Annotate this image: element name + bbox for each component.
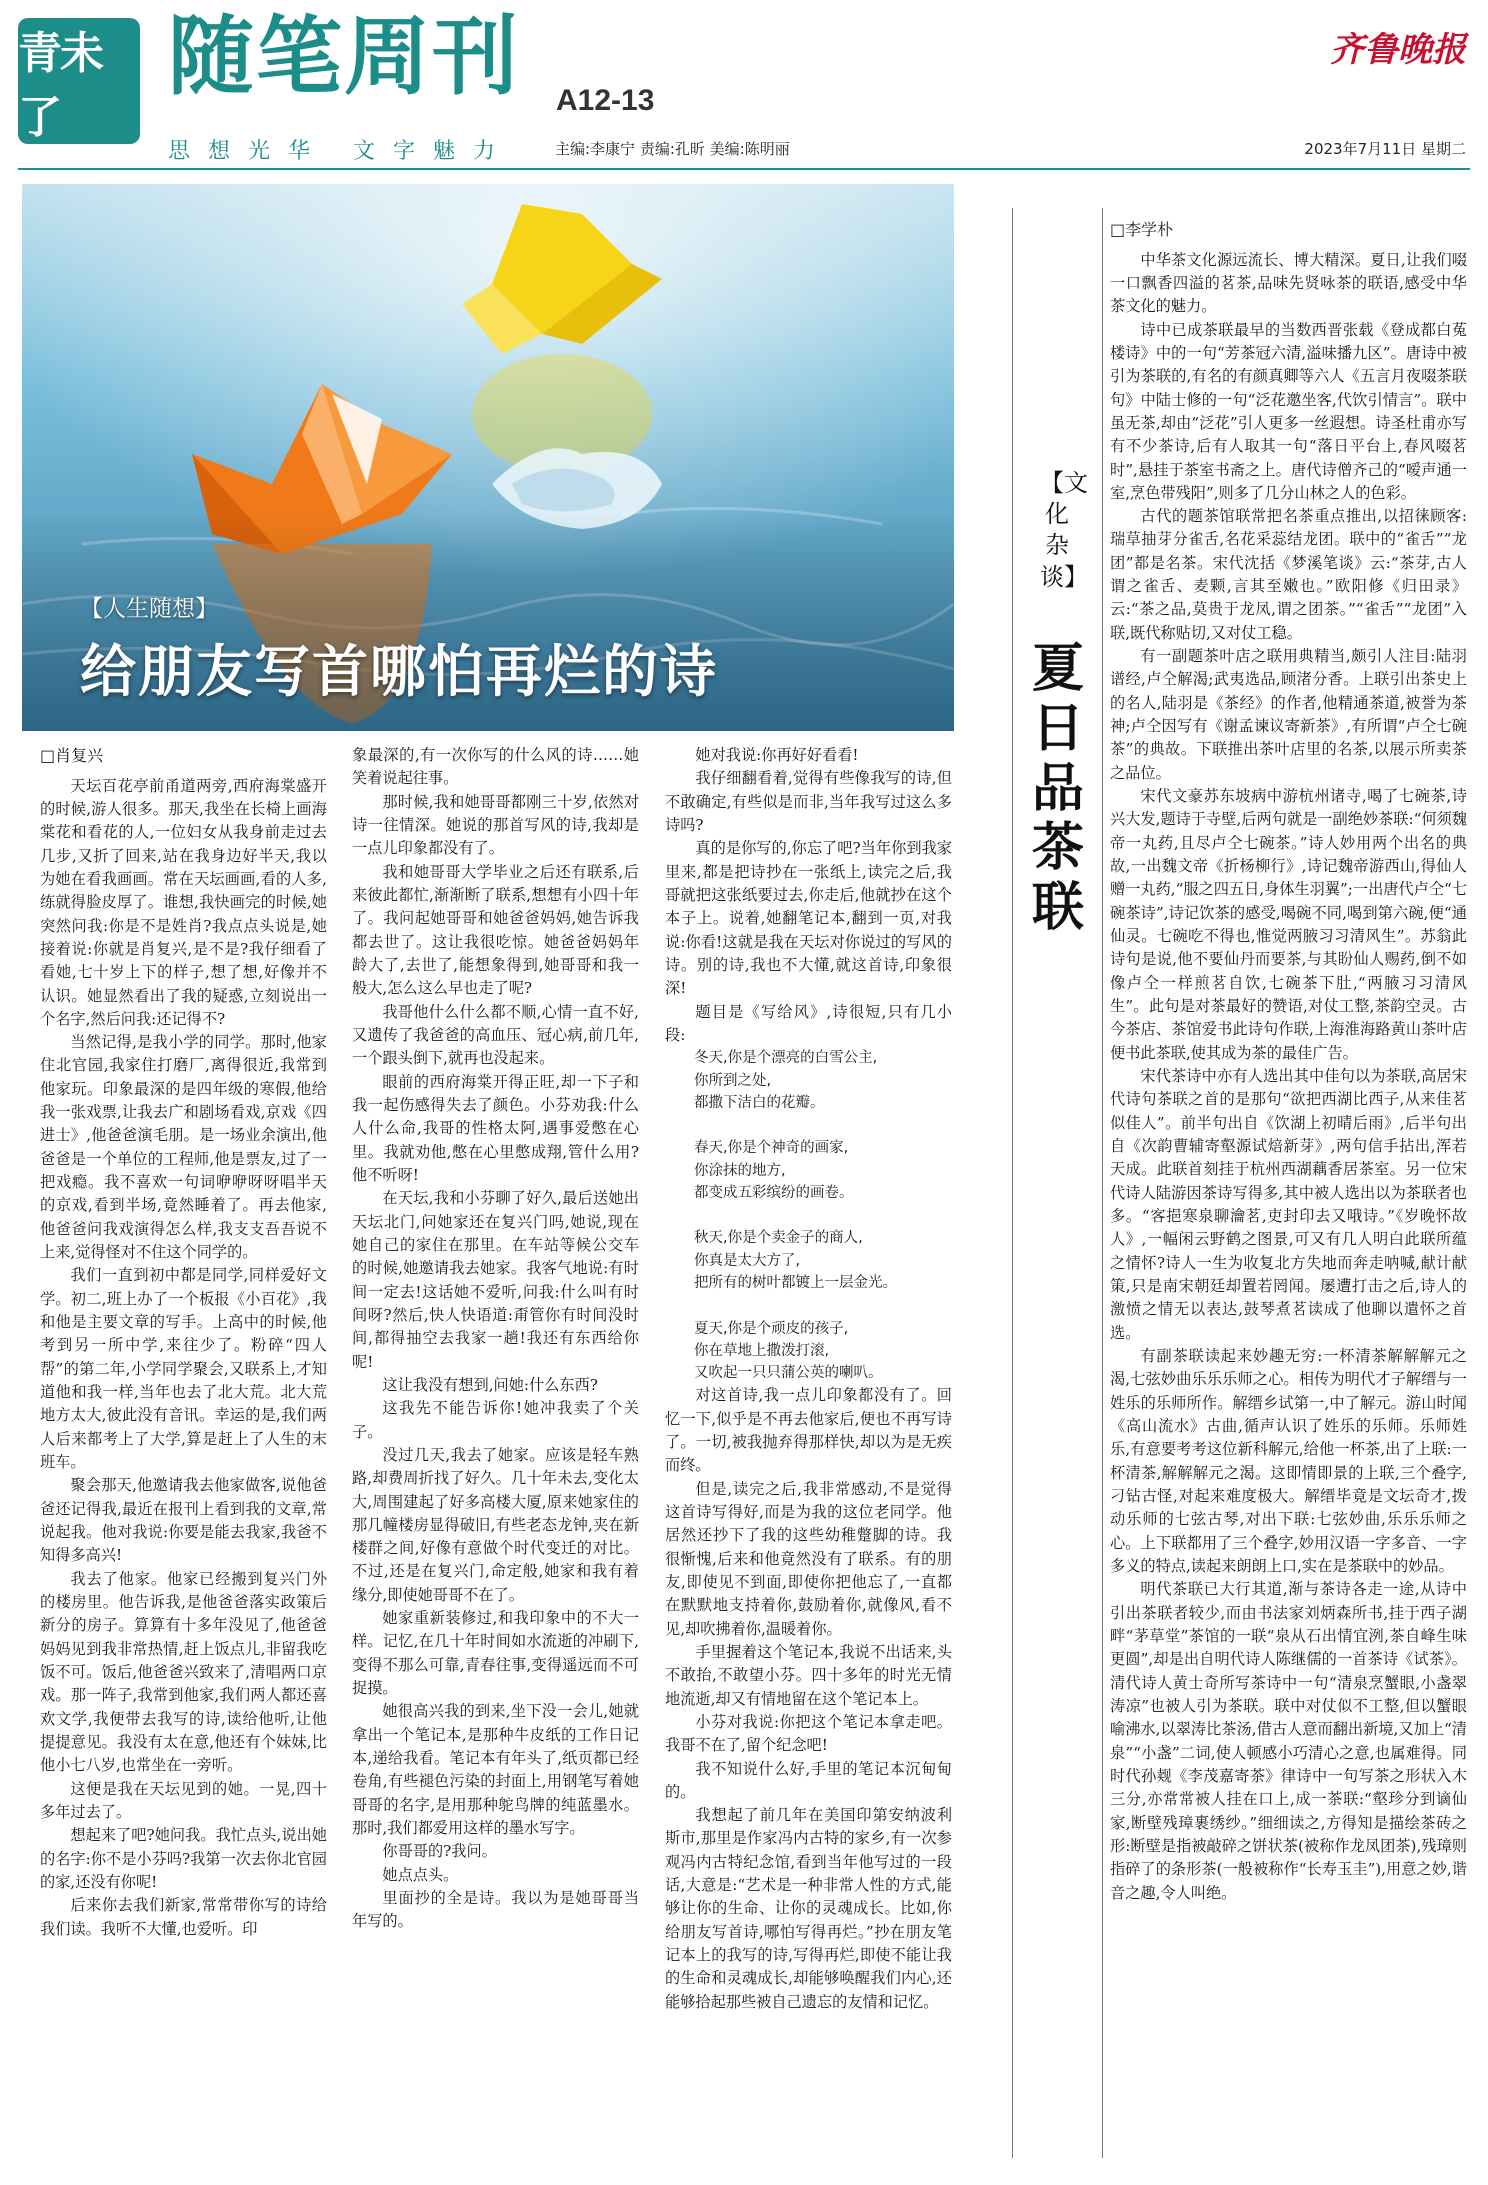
poem-line (665, 1204, 952, 1227)
hero-kicker: 【人生随想】 (80, 596, 218, 622)
poem-line: 把所有的树叶都镀上一层金光。 (694, 1274, 897, 1291)
column-divider-right (1102, 208, 1103, 2158)
poem-line (665, 1114, 952, 1137)
paragraph: 诗中已成茶联最早的当数西晋张载《登成都白菟楼诗》中的一句“芳茶冠六清,溢味播九区”。唐诗中被引为茶联的,有名的有颜真卿等六人《五言月夜啜茶联句》中陆士修的一句“泛花邀坐客,代饮引情言”。联中虽无茶,却由“泛花”引人更多一丝遐想。诗圣杜甫亦写有不少茶诗,后有人取其一句“落日平台上,春风啜茗时”,悬挂于茶室书斋之上。唐代诗僧齐己的“嗳声通一室,烹色带残阳”,则多了几分山林之人的色彩。 (1110, 320, 1467, 502)
paragraph: 我们一直到初中都是同学,同样爱好文学。初二,班上办了一个板报《小百花》,我和他是主要文章的写手。上高中的时候,他考到另一所中学,来往少了。粉碎“四人帮”的第二年,小学同学聚会,又联系上,才知道他和我一样,当年也去了北大荒。北大荒地方太大,彼此没有音讯。幸运的是,我们两人后来都考上了大学,算是赶上了人生的末班车。 (40, 1266, 327, 1472)
paragraph: 她对我说:你再好好看看! (695, 746, 859, 764)
paragraph: 真的是你写的,你忘了吧?当年你到我家里来,都是把诗抄在一张纸上,读完之后,我哥就把这张纸要过去,你走后,他就抄在这个本子上。说着,她翻笔记本,翻到一页,对我说:你看!这就是我在天坛对你说过的写风的诗。别的诗,我也不大懂,就这首诗,印象很深! (665, 839, 952, 998)
paragraph: 在天坛,我和小芬聊了好久,最后送她出天坛北门,问她家还在复兴门吗,她说,现在她自己的家住在那里。在车站等候公交车的时候,她邀请我去她家。我客气地说:有时间一定去!这话她不爱听,问我:什么叫有时间呀?然后,快人快语道:甭管你有时间没时间,都得抽空去我家一趟!我还有东西给你呢! (352, 1189, 639, 1371)
paragraph: 小芬对我说:你把这个笔记本拿走吧。我哥不在了,留个纪念吧! (665, 1712, 952, 1755)
paragraph: 后来你去我们新家,常常带你写的诗给我们读。我听不大懂,也爱听。印 (40, 1896, 327, 1938)
paragraph: 聚会那天,他邀请我去他家做客,说他爸爸还记得我,最近在报刊上看到我的文章,常说起我。他对我说:你要是能去我家,我爸不知得多高兴! (40, 1476, 327, 1565)
paragraph: 有一副题茶叶店之联用典精当,颇引人注目:陆羽谱经,卢仝解渴;武夷选品,顾渚分香。上联引出茶史上的名人,陆羽是《茶经》的作者,他精通茶道,被誉为茶神;卢仝因写有《谢孟谏议寄新茶》,有所谓“卢仝七碗茶”的典故。下联推出茶叶店里的名茶,以展示所卖茶之品位。 (1110, 647, 1467, 782)
poem-line: 秋天,你是个卖金子的商人, (694, 1230, 863, 1247)
paragraph: 我和她哥哥大学毕业之后还有联系,后来彼此都忙,渐渐断了联系,想想有小四十年了。我问起她哥哥和她爸爸妈妈,她告诉我都去世了。这让我很吃惊。她爸爸妈妈年龄大了,去世了,能想象得到,她哥哥和我一般大,怎么这么早也走了呢? (352, 862, 639, 998)
article1-byline: □肖复兴 (40, 746, 104, 765)
article2-body (1110, 218, 1467, 1905)
logo-qingweiliao: 青未了 (18, 18, 140, 144)
paragraph: 里面抄的全是诗。我以为是她哥哥当年写的。 (352, 1889, 639, 1931)
poem-line: 都撒下洁白的花瓣。 (694, 1094, 825, 1111)
paragraph: 我不知说什么好,手里的笔记本沉甸甸的。 (665, 1759, 952, 1801)
paragraph: 对这首诗,我一点儿印象都没有了。回忆一下,似乎是不再去他家后,便也不再写诗了。一切,被我抛弃得那样快,却以为是无疾而终。 (665, 1386, 952, 1475)
paragraph: 明代茶联已大行其道,渐与茶诗各走一途,从诗中引出茶联者较少,而由书法家刘炳森所书,挂于西子湖畔“茅草堂”茶馆的一联“泉从石出情宜洌,茶自峰生味更圆”,却是出自明代诗人陈继儒的一首茶诗《试茶》。清代诗人黄士奇所写茶诗中一句“清泉烹蟹眼,小盏翠涛凉”也被人引为茶联。联中对仗似不工整,但以蟹眼喻沸水,以翠涛比茶汤,借古人意而翻出新境,又加上“清泉”“小盏”二词,使人顿感小巧清心之意,也属难得。同时代孙觌《李茂嘉寄茶》律诗中一句写茶之形状入木三分,亦常常被人挂在口上,成一茶联:“壑珍分到谪仙家,断壁残璋裹绣纱。”细细读之,方得知是描绘茶砖之形:断壁是指被敲碎之饼状茶(被称作龙凤团茶),残璋则指碎了的条形茶(一般被称作“长寿玉圭”),用意之妙,谐音之趣,令人叫绝。 (1110, 1580, 1467, 1902)
paragraph: 眼前的西府海棠开得正旺,却一下子和我一起伤感得失去了颜色。小芬劝我:什么人什么命,我哥的性格太阿,遇事爱憋在心里。我就劝他,憋在心里憋成翔,管什么用?他不听呀! (352, 1072, 639, 1184)
paragraph: 我想起了前几年在美国印第安纳波利斯市,那里是作家冯内古特的家乡,有一次参观冯内古特纪念馆,看到当年他写过的一段话,大意是:“艺术是一种非常人性的方式,能够让你的生命、让你的灵魂成长。比如,你给朋友写首诗,哪怕写得再烂。”抄在朋友笔记本上的我写的诗,写得再烂,即使不能让我的生命和灵魂成长,却能够唤醒我们内心,还能够拾起那些被自己遗忘的友情和记忆。 (665, 1806, 952, 2011)
poem-line: 又吹起一只只蒲公英的喇叭。 (694, 1365, 883, 1381)
poem-line: 夏天,你是个顽皮的孩子, (694, 1320, 849, 1337)
article1-column-3 (665, 744, 952, 2014)
poem-line: 你涂抹的地方, (694, 1162, 786, 1179)
masthead-slogan: 思想光华 文字魅力 (168, 139, 513, 164)
article2-headline: 夏日品茶联 (1031, 639, 1084, 939)
poem-line: 你真是太大方了, (694, 1252, 801, 1269)
paragraph: 想起来了吧?她问我。我忙点头,说出她的名字:你不是小芬吗?我第一次去你北官园的家,还没有你呢! (40, 1826, 327, 1891)
header-divider (18, 168, 1470, 170)
paragraph: 古代的题茶馆联常把名茶重点推出,以招徕顾客:瑞草抽芽分雀舌,名花采蕊结龙团。联中的“雀舌”“龙团”都是名茶。宋代沈括《梦溪笔谈》云:“茶芽,古人谓之雀舌、麦颗,言其至嫩也。”欧阳修《归田录》云:“茶之品,莫贵于龙凤,谓之团茶。”“雀舌”“龙团”入联,既代称贴切,又对仗工稳。 (1110, 507, 1467, 642)
poem-line: 你在草地上撒泼打滚, (694, 1342, 830, 1359)
paragraph: 这让我没有想到,问她:什么东西? (382, 1375, 598, 1394)
paragraph: 她家重新装修过,和我印象中的不大一样。记忆,在几十年时间如水流逝的冲刷下,变得不那么可靠,青春往事,变得遥远而不可捉摸。 (352, 1609, 639, 1698)
paragraph: 手里握着这个笔记本,我说不出话来,头不敢抬,不敢望小芬。四十多年的时光无情地流逝,却又有情地留在这个笔记本上。 (665, 1642, 952, 1708)
poem-line (665, 1294, 952, 1317)
paragraph: 天坛百花亭前甬道两旁,西府海棠盛开的时候,游人很多。那天,我坐在长椅上画海棠花和看花的人,一位妇女从我身前走过去几步,又折了回来,站在我身边好半天,我以为她在看我画画。常在天坛画画,看的人多,练就得脸皮厚了。谁想,我快画完的时候,她突然问我:你是不是姓肖?我点点头说是,她接着说:你就是肖复兴,是不是?我仔细看了看她,七十岁上下的样子,想了想,好像并不认识。她显然看出了我的疑惑,立刻说出一个名字,然后问我:还记得不? (40, 776, 327, 1028)
issue-date: 2023年7月11日 星期二 (1304, 140, 1466, 158)
paragraph: 题目是《写给风》,诗很短,只有几小段: (665, 1002, 952, 1044)
paragraph: 有副茶联读起来妙趣无穷:一杯清茶解解解元之渴,七弦妙曲乐乐乐师之心。相传为明代才子解缙与一姓乐的乐师所作。解缙乡试第一,中了解元。游山时闻《高山流水》古曲,循声认识了姓乐的乐师。乐师姓乐,有意要考考这位新科解元,给他一杯茶,出了上联:一杯清茶,解解解元之渴。这即情即景的上联,三个叠字,刁钻古怪,对起来难度极大。解缙毕竟是文坛奇才,拨动乐师的七弦古琴,对出下联:七弦妙曲,乐乐乐师之心。上下联都用了三个叠字,妙用汉语一字多音、一字多义的特点,读起来朗朗上口,实在是茶联中的妙品。 (1110, 1346, 1467, 1575)
article1-column-2 (352, 744, 639, 1934)
masthead-title: 随笔周刊 (168, 7, 520, 107)
poem-line: 冬天,你是个漂亮的白雪公主, (694, 1050, 878, 1067)
paragraph: 没过几天,我去了她家。应该是轻车熟路,却费周折找了好久。几十年未去,变化太大,周围建起了好多高楼大厦,原来她家住的那几幢楼房显得破旧,有些老态龙钟,夹在新楼群之间,好像有意做个时代变迁的对比。不过,还是在复兴门,命定般,她家和我有着缘分,即使她哥哥不在了。 (352, 1445, 639, 1604)
article2-byline: □李学朴 (1110, 220, 1174, 239)
paragraph: 宋代文豪苏东坡病中游杭州诸寺,喝了七碗茶,诗兴大发,题诗于寺壁,后两句就是一副绝妙茶联:“何须魏帝一丸药,且尽卢仝七碗茶。”诗人妙用两个出名的典故,一出魏文帝《折杨柳行》,诗记魏帝游西山,得仙人赠一丸药,“服之四五日,身体生羽翼”;一出唐代卢仝“七碗茶诗”,诗记饮茶的感受,喝碗不同,喝到第六碗,便“通仙灵。七碗吃不得也,惟觉两腋习习清风生”。苏翁此诗句是说,他不要仙丹而要茶,与其盼仙人赐药,倒不如像卢仝一样煎茗自饮,七碗茶下肚,“两腋习习清风生”。此句是对茶最好的赞语,对仗工整,茶韵空灵。古今茶店、茶馆爱书此诗句作联,上海淮海路黄山茶叶店便书此茶联,使其成为茶的最佳广告。 (1110, 787, 1468, 1062)
article1-column-1 (40, 744, 327, 1941)
article2-section-tag: 【文化杂谈】 (1040, 469, 1088, 591)
newspaper-brand-logo: 齐鲁晚报 (1330, 30, 1466, 70)
paragraph: 她很高兴我的到来,坐下没一会儿,她就拿出一个笔记本,是那种牛皮纸的工作日记本,递给我看。笔记本有年头了,纸页都已经卷角,有些褪色污染的封面上,用钢笔写着她哥哥的名字,是用那种鸵鸟牌的纯蓝墨水。那时,我们都爱用这样的墨水写字。 (352, 1702, 639, 1838)
paragraph: 这我先不能告诉你!她冲我卖了个关子。 (352, 1399, 639, 1441)
paragraph: 你哥哥的?我问。 (382, 1842, 497, 1861)
poem-line: 都变成五彩缤纷的画卷。 (694, 1184, 854, 1201)
poem-line: 春天,你是个神奇的画家, (694, 1140, 849, 1157)
paragraph: 那时候,我和她哥哥都刚三十岁,依然对诗一往情深。她说的那首写风的诗,我却是一点儿印象都没有了。 (352, 792, 639, 858)
paragraph: 象最深的,有一次你写的什么风的诗……她笑着说起往事。 (352, 746, 639, 788)
page-number: A12-13 (556, 84, 655, 117)
article1-headline: 给朋友写首哪怕再烂的诗 (80, 640, 718, 705)
editor-credits: 主编:李康宁 责编:孔昕 美编:陈明丽 (555, 140, 790, 158)
paragraph: 我去了他家。他家已经搬到复兴门外的楼房里。他告诉我,是他爸爸落实政策后新分的房子。算算有十多年没见了,他爸爸妈妈见到我非常热情,赶上饭点儿,非留我吃饭不可。饭后,他爸爸兴致来了,清唱两口京戏。那一阵子,我常到他家,我们两人都还喜欢文学,我便带去我写的诗,读给他听,让他提提意见。我没有太在意,他还有个妹妹,比他小七八岁,也常坐在一旁听。 (40, 1569, 327, 1775)
paragraph: 宋代茶诗中亦有人选出其中佳句以为茶联,高居宋代诗句茶联之首的是那句“欲把西湖比西子,从来佳茗似佳人”。前半句出自《饮湖上初晴后雨》,后半句出自《次韵曹辅寄壑源试焙新芽》,两句信手拈出,浑若天成。此联首刻挂于杭州西湖藕香居茶室。另一位宋代诗人陆游因茶诗写得多,其中被人选出以为茶联者也多。“客挹寒泉聊瀹茗,吏封印去又哦诗。”《岁晚怀故人》,一幅闲云野鹤之图景,可又有几人明白此联所蕴之情怀?诗人一生为收复北方失地而奔走呐喊,献计献策,只是南宋朝廷却置若罔闻。屡遭打击之后,诗人的激愤之情无以表达,鼓琴煮茗读成了他聊以遣怀之首选。 (1110, 1067, 1467, 1342)
paragraph: 我仔细翻看着,觉得有些像我写的诗,但不敢确定,有些似是而非,当年我写过这么多诗吗? (665, 769, 952, 834)
poem-line: 你所到之处, (694, 1072, 772, 1089)
paragraph: 中华茶文化源远流长、博大精深。夏日,让我们啜一口飘香四溢的茗茶,品味先贤咏茶的联语,感受中华茶文化的魅力。 (1110, 250, 1467, 316)
paragraph: 这便是我在天坛见到的她。一晃,四十多年过去了。 (40, 1779, 327, 1821)
paragraph: 但是,读完之后,我非常感动,不是觉得这首诗写得好,而是为我的这位老同学。他居然还抄下了我的这些幼稚蹩脚的诗。我很惭愧,后来和他竟然没有了联系。有的朋友,即使见不到面,即使你把他忘了,一直都在默默地支持着你,鼓励着你,就像风,看不见,却吹拂着你,温暖着你。 (665, 1479, 952, 1638)
column-divider-left (1012, 208, 1013, 2158)
paragraph: 她点点头。 (382, 1865, 459, 1884)
paragraph: 当然记得,是我小学的同学。那时,他家住北官园,我家住打磨厂,离得很近,我常到他家玩。印象最深的是四年级的寒假,他给我一张戏票,让我去广和剧场看戏,京戏《四进士》,他爸爸演毛朋。是一场业余演出,他爸爸是一个单位的工程师,他是票友,过了一把戏瘾。我不喜欢一句词咿咿呀呀唱半天的京戏,看到半场,竟然睡着了。再去他家,他爸爸问我戏演得怎么样,我支支吾吾说不上来,觉得怪对不住这个同学的。 (40, 1033, 327, 1262)
paragraph: 我哥他什么什么都不顺,心情一直不好,又遗传了我爸爸的高血压、冠心病,前几年,一个跟头倒下,就再也没起来。 (352, 1002, 639, 1068)
